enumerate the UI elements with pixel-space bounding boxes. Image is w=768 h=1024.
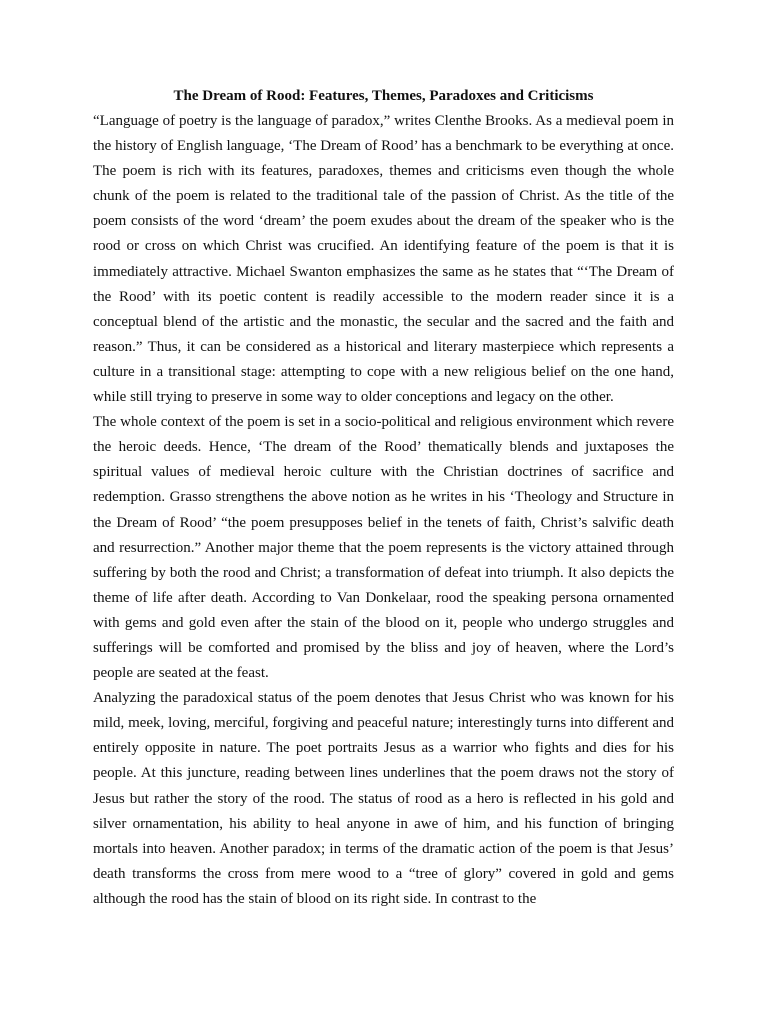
paragraph-themes: The whole context of the poem is set in a socio-political and religious environment which revere the heroic deeds. Hence, ‘The dream of the Rood’ thematically blends and juxtaposes the spiritual values of medieval heroic culture with the Christian doctrines of sacrifice and redemption. Grasso strengthens the above notion as he writes in his ‘Theology and Structure in the Dream of Rood’ “the poem presupposes belief in the tenets of faith, Christ’s salvific death and resurrection.” Another major theme that the poem represents is the victory attained through suffering by both the rood and Christ; a transformation of defeat into triumph. It also depicts the theme of life after death. According to Van Donkelaar, rood the speaking persona ornamented with gems and gold even after the stain of the blood on it, people who undergo struggles and sufferings will be comforted and promised by the bliss and joy of heaven, where the Lord’s people are seated at the feast.: [93, 414, 674, 682]
document-page: [93, 84, 674, 912]
paragraph-intro: “Language of poetry is the language of paradox,” writes Clenthe Brooks. As a medieval poem in the history of English language, ‘The Dream of Rood’ has a benchmark to be everything at once. The poem is rich with its features, paradoxes, themes and criticisms even though the whole chunk of the poem is related to the traditional tale of the passion of Christ. As the title of the poem consists of the word ‘dream’ the poem exudes about the dream of the speaker who is the rood or cross on which Christ was crucified. An identifying feature of the poem is that it is immediately attractive. Michael Swanton emphasizes the same as he states that “‘The Dream of the Rood’ with its poetic content is readily accessible to the modern reader since it is a conceptual blend of the artistic and the monastic, the secular and the sacred and the faith and reason.” Thus, it can be considered as a historical and literary masterpiece which represents a culture in a transitional stage: attempting to cope with a new religious belief on the one hand, while still trying to preserve in some way to older conceptions and legacy on the other.: [93, 113, 674, 406]
paragraph-paradoxes: Analyzing the paradoxical status of the poem denotes that Jesus Christ who was known for his mild, meek, loving, merciful, forgiving and peaceful nature; interestingly turns into different and entirely opposite in nature. The poet portraits Jesus as a warrior who fights and dies for his people. At this juncture, reading between lines underlines that the poem draws not the story of Jesus but rather the story of the rood. The status of rood as a hero is reflected in his gold and silver ornamentation, his ability to heal anyone in awe of him, and his function of bringing mortals into heaven. Another paradox; in terms of the dramatic action of the poem is that Jesus’ death transforms the cross from mere wood to a “tree of glory” covered in gold and gems although the rood has the stain of blood on its right side. In contrast to the: [93, 690, 674, 907]
document-title: The Dream of Rood: Features, Themes, Paradoxes and Criticisms: [173, 88, 594, 104]
